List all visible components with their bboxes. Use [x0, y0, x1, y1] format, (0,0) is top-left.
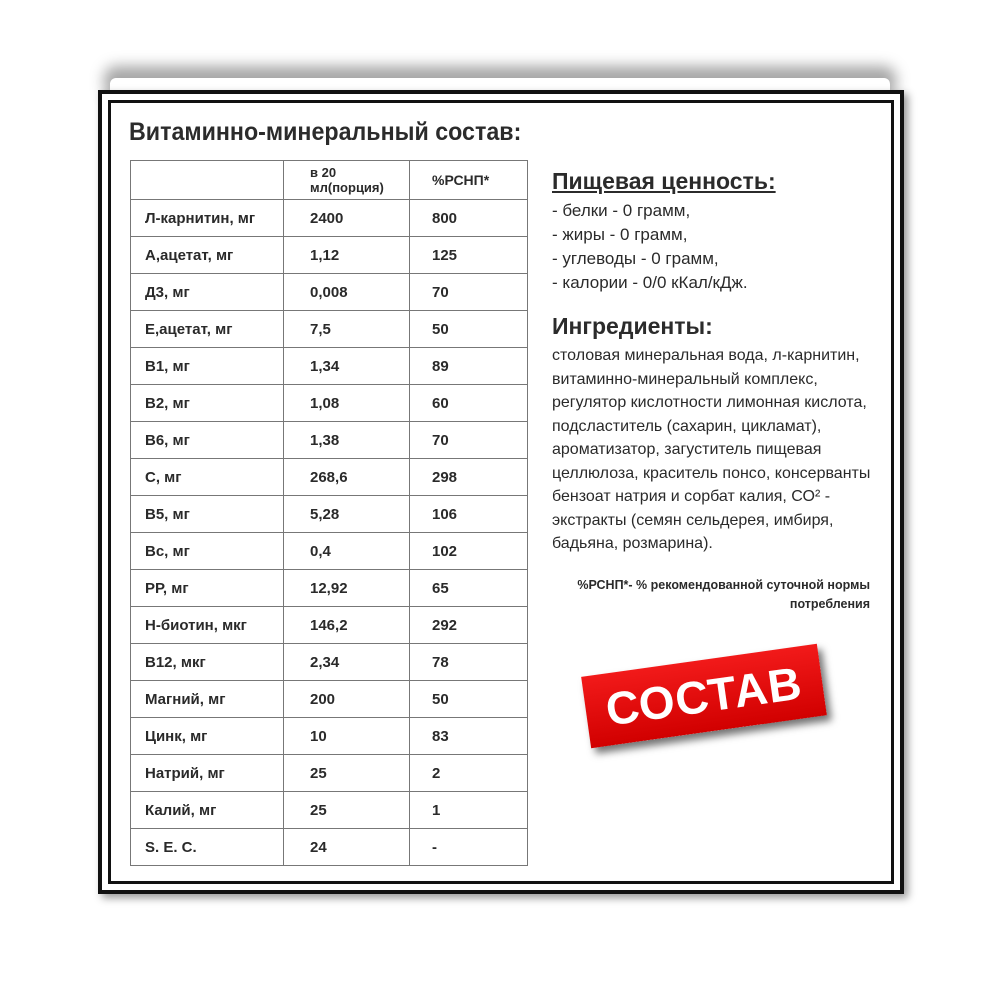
amount-cell: 200 — [284, 681, 410, 718]
page-title: Витаминно-минеральный состав: — [129, 118, 522, 146]
amount-cell: 12,92 — [284, 570, 410, 607]
ingredients-line: витаминно-минеральный комплекс, — [552, 370, 818, 388]
nutrient-cell: Калий, мг — [131, 792, 284, 829]
table-row — [131, 607, 528, 644]
amount-cell: 0,4 — [284, 533, 410, 570]
amount-cell: 2400 — [284, 200, 410, 237]
percent-cell: 298 — [410, 459, 528, 496]
nutrient-cell: А,ацетат, мг — [131, 237, 284, 274]
percent-cell: 50 — [410, 681, 528, 718]
percent-cell: 70 — [410, 422, 528, 459]
nutrient-cell: Н-биотин, мкг — [131, 607, 284, 644]
ingredients-line: регулятор кислотности лимонная кислота, — [552, 394, 867, 411]
percent-cell: 125 — [410, 237, 528, 274]
percent-cell: 106 — [410, 496, 528, 533]
nutrient-cell: В2, мг — [131, 385, 284, 422]
nutrition-item: - калории - 0/0 кКал/кДж. — [552, 273, 748, 292]
table-row — [131, 570, 528, 607]
table-row — [131, 644, 528, 681]
percent-cell: 800 — [410, 200, 528, 237]
table-row — [131, 311, 528, 348]
nutrition-item: - белки - 0 грамм, — [552, 201, 691, 220]
table-row — [131, 792, 528, 829]
amount-cell: 146,2 — [284, 607, 410, 644]
table-row — [131, 348, 528, 385]
amount-cell: 1,08 — [284, 385, 410, 422]
ingredients-line: целлюлоза, краситель понсо, консерванты — [552, 464, 871, 482]
footnote-line: %РСНП*- % рекомендованной суточной нормы — [577, 578, 870, 592]
amount-cell: в 20 мл(порция) — [284, 161, 410, 200]
percent-cell: 1 — [410, 792, 528, 829]
table-row — [131, 200, 528, 237]
amount-cell: 0,008 — [284, 274, 410, 311]
percent-cell: 65 — [410, 570, 528, 607]
amount-cell: 5,28 — [284, 496, 410, 533]
ingredients-text — [552, 344, 892, 556]
table-row — [131, 459, 528, 496]
nutrition-heading: Пищевая ценность: — [552, 168, 776, 194]
percent-cell: 89 — [410, 348, 528, 385]
ingredients-line: бензоат натрия и сорбат калия, СО² - — [552, 488, 831, 505]
nutrition-list — [552, 199, 892, 295]
footnote — [560, 576, 870, 614]
nutrient-cell: Магний, мг — [131, 681, 284, 718]
percent-cell: - — [410, 829, 528, 866]
amount-cell: 25 — [284, 792, 410, 829]
table-row — [131, 718, 528, 755]
amount-cell: 1,34 — [284, 348, 410, 385]
table-row — [131, 755, 528, 792]
nutrient-cell: Е,ацетат, мг — [131, 311, 284, 348]
table-row — [131, 533, 528, 570]
ingredients-line: экстракты (семян сельдерея, имбиря, — [552, 511, 834, 529]
percent-cell: %РСНП* — [410, 161, 528, 200]
nutrition-item: - углеводы - 0 грамм, — [552, 249, 719, 268]
nutrient-cell: В6, мг — [131, 422, 284, 459]
percent-cell: 78 — [410, 644, 528, 681]
nutrient-cell: С, мг — [131, 459, 284, 496]
percent-cell: 83 — [410, 718, 528, 755]
amount-cell: 2,34 — [284, 644, 410, 681]
amount-cell: 25 — [284, 755, 410, 792]
ingredients-heading: Ингредиенты: — [552, 313, 713, 339]
table-header-row — [131, 161, 528, 200]
nutrient-cell: Вс, мг — [131, 533, 284, 570]
amount-cell: 10 — [284, 718, 410, 755]
percent-cell: 292 — [410, 607, 528, 644]
composition-table — [130, 160, 528, 866]
percent-cell: 2 — [410, 755, 528, 792]
nutrient-cell: В12, мкг — [131, 644, 284, 681]
footnote-line: потребления — [789, 597, 870, 611]
percent-cell: 102 — [410, 533, 528, 570]
amount-cell: 268,6 — [284, 459, 410, 496]
ingredients-line: ароматизатор, загуститель пищевая — [552, 441, 822, 458]
nutrient-cell: Цинк, мг — [131, 718, 284, 755]
nutrient-cell: Натрий, мг — [131, 755, 284, 792]
amount-cell: 1,12 — [284, 237, 410, 274]
nutrient-cell — [131, 161, 284, 200]
nutrient-cell: Л-карнитин, мг — [131, 200, 284, 237]
percent-cell: 50 — [410, 311, 528, 348]
table-row — [131, 681, 528, 718]
nutrient-cell: В5, мг — [131, 496, 284, 533]
table-row — [131, 496, 528, 533]
nutrient-cell: Д3, мг — [131, 274, 284, 311]
nutrient-cell: S. E. C. — [131, 829, 284, 866]
ingredients-line: подсластитель (сахарин, цикламат), — [552, 417, 822, 435]
nutrition-item: - жиры - 0 грамм, — [552, 225, 688, 244]
amount-cell: 24 — [284, 829, 410, 866]
ingredients-line: столовая минеральная вода, л-карнитин, — [552, 347, 860, 364]
stamp-label: СОСТАВ — [581, 644, 827, 748]
table-row — [131, 274, 528, 311]
percent-cell: 70 — [410, 274, 528, 311]
table-row — [131, 385, 528, 422]
percent-cell: 60 — [410, 385, 528, 422]
nutrient-cell: РР, мг — [131, 570, 284, 607]
amount-cell: 1,38 — [284, 422, 410, 459]
ingredients-line: бадьяна, розмарина). — [552, 535, 713, 552]
amount-cell: 7,5 — [284, 311, 410, 348]
table-row — [131, 422, 528, 459]
right-column — [552, 168, 892, 556]
table-row — [131, 829, 528, 866]
nutrient-cell: В1, мг — [131, 348, 284, 385]
table-row — [131, 237, 528, 274]
